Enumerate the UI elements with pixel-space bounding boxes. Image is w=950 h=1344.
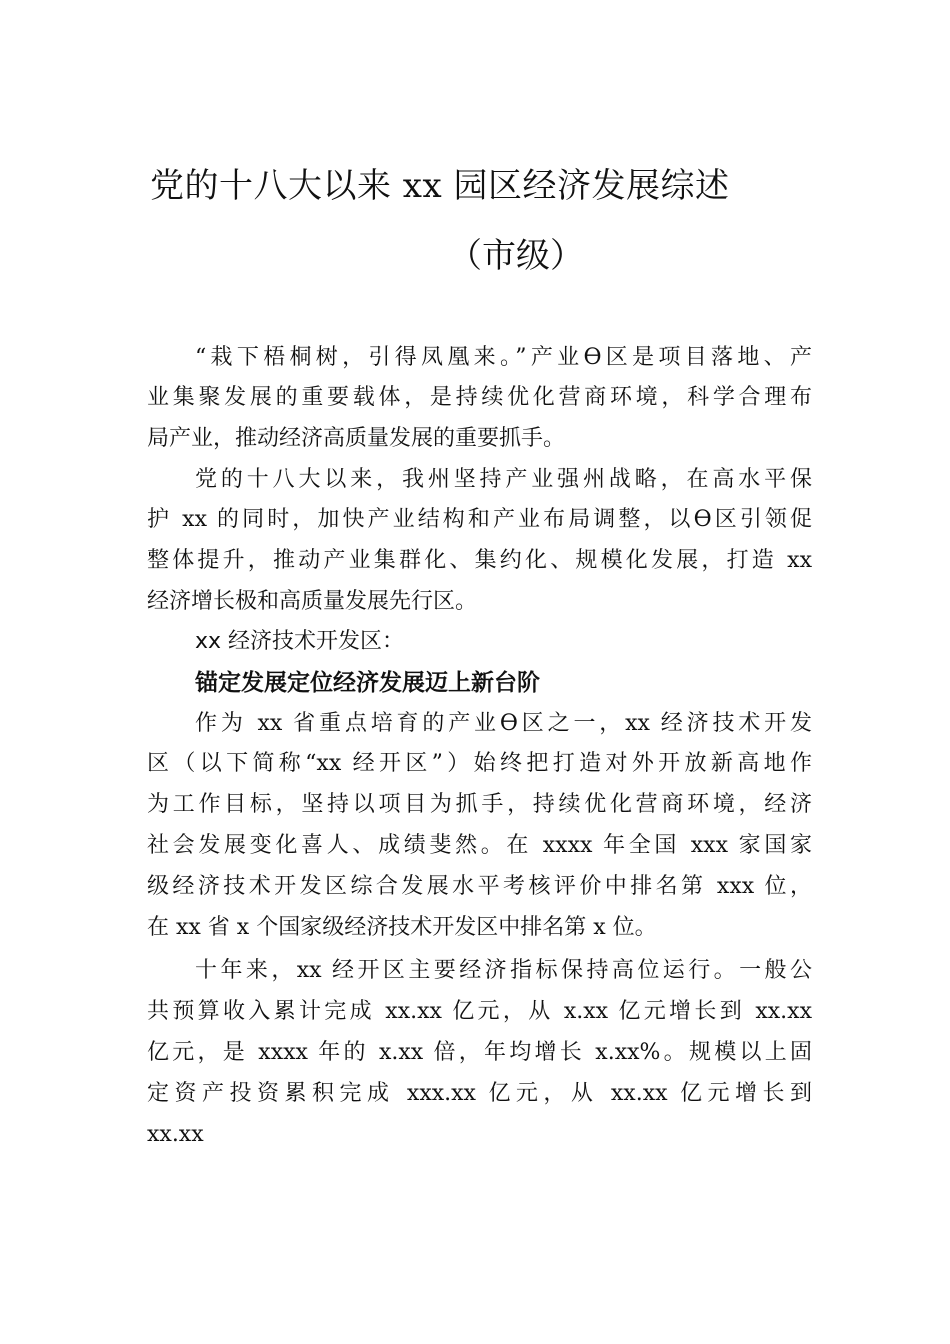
paragraph-2-line-4: 经济增长极和高质量发展先行区。	[147, 589, 478, 614]
paragraph-4-line-3: 亿元，是 xxxx 年的 x.xx 倍，年均增长 x.xx%。规模以上固	[147, 1040, 812, 1065]
paragraph-3-line-2: 区（以下简称“xx 经开区”）始终把打造对外开放新高地作	[147, 751, 812, 776]
paragraph-1-line-2: 业集聚发展的重要载体，是持续优化营商环境，科学合理布	[147, 385, 812, 410]
paragraph-1-line-1: “栽下梧桐树，引得凤凰来。”产业ϴ区是项目落地、产	[195, 345, 812, 370]
paragraph-4-line-2: 共预算收入累计完成 xx.xx 亿元，从 x.xx 亿元增长到 xx.xx	[147, 999, 812, 1024]
document-subtitle: （市级）	[448, 236, 584, 276]
paragraph-3-line-1: 作为 xx 省重点培育的产业ϴ区之一，xx 经济技术开发	[195, 711, 812, 736]
paragraph-1-line-3: 局产业，推动经济高质量发展的重要抓手。	[147, 426, 566, 451]
paragraph-4-line-5: xx.xx	[147, 1122, 204, 1147]
paragraph-2-line-1: 党的十八大以来，我州坚持产业强州战略，在高水平保	[195, 467, 812, 492]
paragraph-3-line-3: 为工作目标，坚持以项目为抓手，持续优化营商环境，经济	[147, 792, 812, 817]
paragraph-3-line-4: 社会发展变化喜人、成绩斐然。在 xxxx 年全国 xxx 家国家	[147, 833, 812, 858]
paragraph-4-line-1: 十年来，xx 经开区主要经济指标保持高位运行。一般公	[195, 958, 812, 983]
paragraph-4-line-4: 定资产投资累积完成 xxx.xx 亿元，从 xx.xx 亿元增长到	[147, 1081, 812, 1106]
paragraph-3-line-5: 级经济技术开发区综合发展水平考核评价中排名第 xxx 位，	[147, 874, 812, 899]
section-subheading: 锚定发展定位经济发展迈上新台阶	[195, 670, 540, 696]
section-heading: xx 经济技术开发区：	[195, 629, 405, 654]
document-title: 党的十八大以来 xx 园区经济发展综述	[150, 166, 730, 206]
paragraph-2-line-3: 整体提升，推动产业集群化、集约化、规模化发展，打造 xx	[147, 548, 812, 573]
paragraph-2-line-2: 护 xx 的同时，加快产业结构和产业布局调整，以ϴ区引领促	[147, 507, 812, 532]
paragraph-3-line-6: 在 xx 省 x 个国家级经济技术开发区中排名第 x 位。	[147, 915, 657, 940]
